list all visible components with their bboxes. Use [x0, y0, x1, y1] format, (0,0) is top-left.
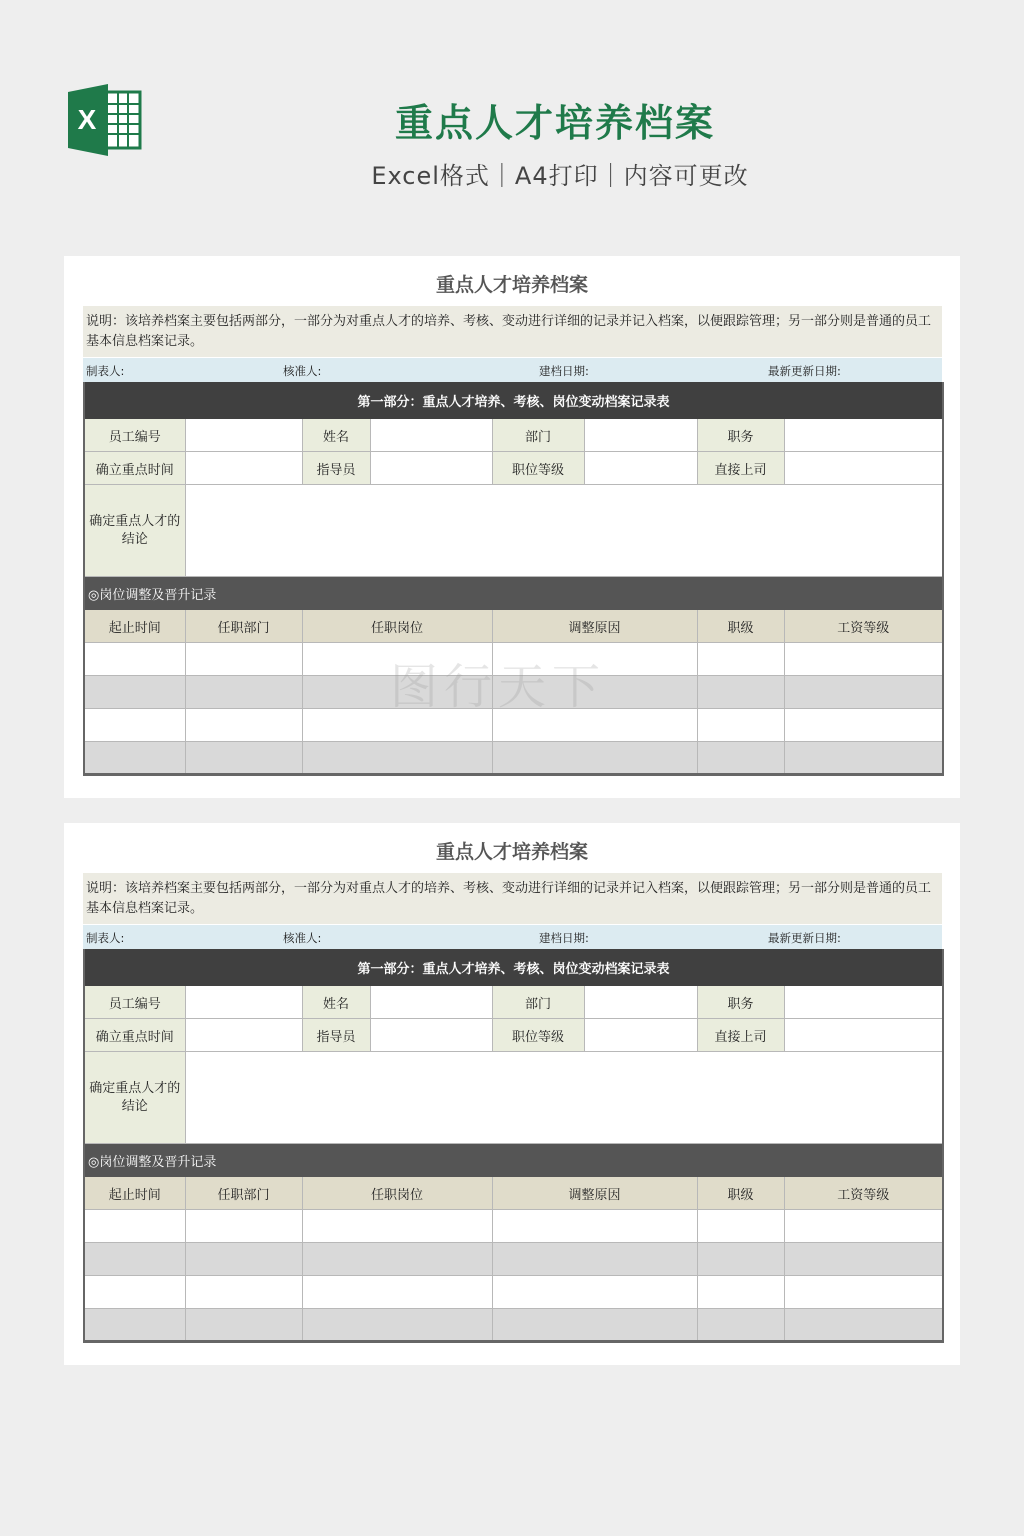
key-time-cell[interactable] [185, 452, 302, 485]
updated-date-label: 最新更新日期: [768, 364, 841, 378]
note-box: 说明：该培养档案主要包括两部分，一部分为对重点人才的培养、考核、变动进行详细的记录并记入档案，以便跟踪管理；另一部分则是普通的员工基本信息档案记录。 [83, 873, 942, 924]
col-rank: 职级 [697, 610, 784, 643]
col-salary: 工资等级 [784, 610, 943, 643]
dept-cell[interactable] [584, 419, 697, 452]
dept-cell[interactable] [584, 986, 697, 1019]
table-row [84, 709, 943, 742]
col-dept: 任职部门 [185, 610, 302, 643]
col-period: 起止时间 [84, 610, 185, 643]
key-time-label: 确立重点时间 [84, 1019, 185, 1052]
maker-label: 制表人: [86, 364, 125, 378]
table-row [84, 643, 943, 676]
watermark: 图行天下 [390, 659, 607, 715]
sheet-preview-1 [64, 256, 960, 798]
note-box: 说明：该培养档案主要包括两部分，一部分为对重点人才的培养、考核、变动进行详细的记录并记入档案，以便跟踪管理；另一部分则是普通的员工基本信息档案记录。 [83, 306, 942, 357]
boss-cell[interactable] [784, 1019, 943, 1052]
key-time-cell[interactable] [185, 1019, 302, 1052]
record-header: ◎岗位调整及晋升记录 [84, 577, 943, 610]
col-post: 任职岗位 [302, 610, 492, 643]
archive-table [83, 949, 944, 1343]
col-post: 任职岗位 [302, 1177, 492, 1210]
emp-id-label: 员工编号 [84, 419, 185, 452]
table-row [84, 1309, 943, 1342]
meta-bar [83, 358, 942, 382]
name-label: 姓名 [302, 986, 370, 1019]
sheet-title: 重点人才培养档案 [435, 841, 588, 863]
mentor-cell[interactable] [370, 1019, 492, 1052]
conclusion-label: 确定重点人才的结论 [84, 485, 185, 577]
level-cell[interactable] [584, 1019, 697, 1052]
emp-id-label: 员工编号 [84, 986, 185, 1019]
table-row [84, 1276, 943, 1309]
checker-label: 核准人: [283, 364, 322, 378]
col-reason: 调整原因 [492, 1177, 697, 1210]
table-row [84, 1210, 943, 1243]
dept-label: 部门 [492, 419, 584, 452]
meta-bar [83, 925, 942, 949]
boss-label: 直接上司 [697, 1019, 784, 1052]
table-row [84, 676, 943, 709]
dept-label: 部门 [492, 986, 584, 1019]
promo-title: 重点人才培养档案 [394, 101, 715, 145]
part1-header: 第一部分：重点人才培养、考核、岗位变动档案记录表 [84, 383, 943, 419]
duty-cell[interactable] [784, 986, 943, 1019]
col-reason: 调整原因 [492, 610, 697, 643]
table-row [84, 742, 943, 775]
emp-id-cell[interactable] [185, 986, 302, 1019]
mentor-label: 指导员 [302, 452, 370, 485]
name-cell[interactable] [370, 986, 492, 1019]
conclusion-cell[interactable] [185, 485, 943, 577]
name-label: 姓名 [302, 419, 370, 452]
sheet-title: 重点人才培养档案 [435, 274, 588, 296]
col-dept: 任职部门 [185, 1177, 302, 1210]
col-period: 起止时间 [84, 1177, 185, 1210]
table-row [84, 1243, 943, 1276]
promo-subtitle: Excel格式｜A4打印｜内容可更改 [371, 162, 749, 190]
promo-header [0, 0, 1024, 230]
record-header: ◎岗位调整及晋升记录 [84, 1144, 943, 1177]
svg-text:X: X [77, 104, 97, 135]
boss-cell[interactable] [784, 452, 943, 485]
emp-id-cell[interactable] [185, 419, 302, 452]
mentor-label: 指导员 [302, 1019, 370, 1052]
level-label: 职位等级 [492, 452, 584, 485]
level-cell[interactable] [584, 452, 697, 485]
updated-date-label: 最新更新日期: [768, 931, 841, 945]
level-label: 职位等级 [492, 1019, 584, 1052]
mentor-cell[interactable] [370, 452, 492, 485]
col-rank: 职级 [697, 1177, 784, 1210]
col-salary: 工资等级 [784, 1177, 943, 1210]
sheet-preview-2 [64, 823, 960, 1365]
key-time-label: 确立重点时间 [84, 452, 185, 485]
duty-label: 职务 [697, 419, 784, 452]
part1-header: 第一部分：重点人才培养、考核、岗位变动档案记录表 [84, 950, 943, 986]
checker-label: 核准人: [283, 931, 322, 945]
created-date-label: 建档日期: [539, 931, 589, 945]
maker-label: 制表人: [86, 931, 125, 945]
boss-label: 直接上司 [697, 452, 784, 485]
conclusion-label: 确定重点人才的结论 [84, 1052, 185, 1144]
conclusion-cell[interactable] [185, 1052, 943, 1144]
archive-table [83, 382, 944, 776]
duty-label: 职务 [697, 986, 784, 1019]
created-date-label: 建档日期: [539, 364, 589, 378]
duty-cell[interactable] [784, 419, 943, 452]
name-cell[interactable] [370, 419, 492, 452]
